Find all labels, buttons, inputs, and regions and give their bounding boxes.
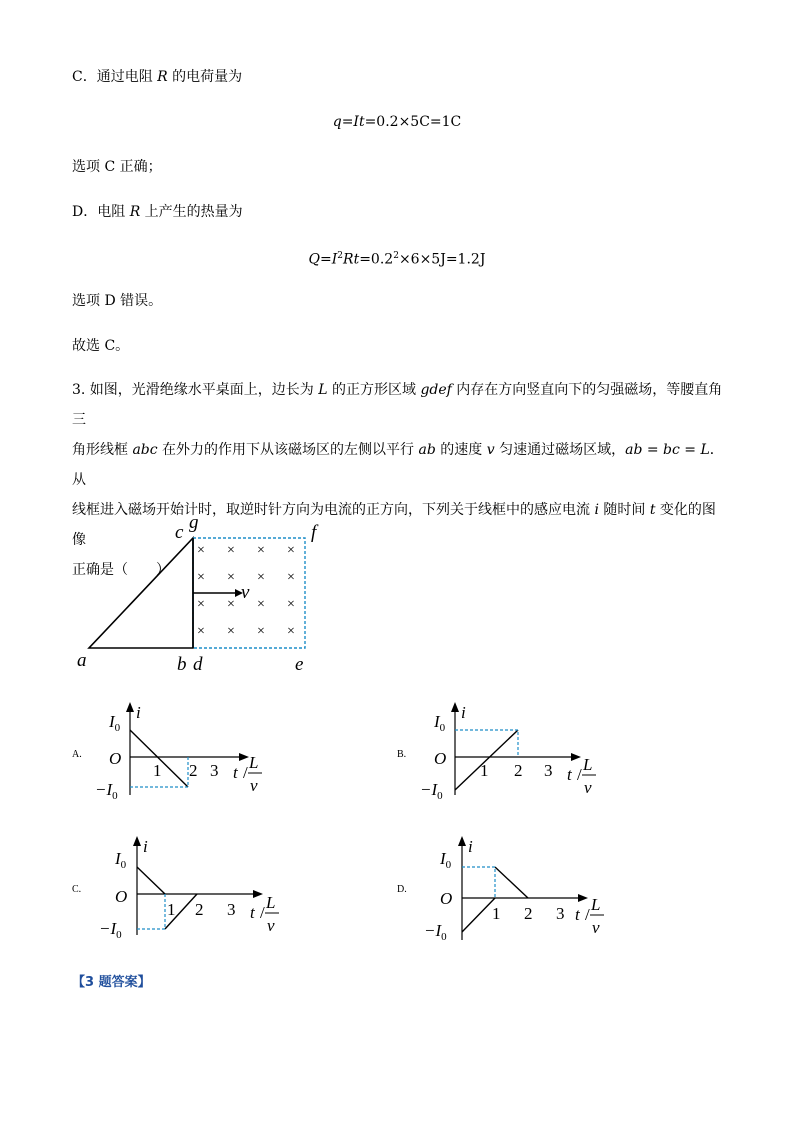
svg-text:−I0: $-I_0$ (95, 780, 118, 802)
svg-text:L: L (266, 893, 276, 912)
option-d-verdict: 选项 D 错误。 (72, 293, 163, 309)
svg-text:i: i (143, 837, 148, 856)
option-d-graph[interactable] (420, 832, 620, 944)
svg-text:L: L (249, 753, 259, 772)
svg-text:×: × (197, 597, 205, 612)
svg-text:t: t (575, 905, 580, 924)
svg-text:t: t (233, 763, 238, 782)
svg-text:t: t (567, 765, 572, 784)
svg-text:×: × (197, 570, 205, 585)
svg-text:I0: $I_0$ (440, 849, 452, 871)
label-v: v (241, 582, 250, 603)
label-g: g (189, 512, 199, 533)
option-a-graph[interactable] (95, 700, 285, 800)
svg-text:I0: $I_0$ (434, 712, 446, 734)
svg-text:1: 1 (153, 761, 162, 780)
svg-text:×: × (257, 597, 265, 612)
svg-text:O: O (115, 887, 128, 906)
option-d-explanation: D．电阻 R 上产生的热量为 (72, 204, 243, 220)
option-c-label[interactable]: C. (72, 884, 82, 895)
svg-text:O: O (109, 749, 122, 768)
svg-text:I0: $I_0$ (115, 849, 127, 871)
svg-text:×: × (257, 624, 265, 639)
svg-text:×: × (287, 543, 295, 558)
svg-text:v: v (592, 918, 600, 937)
formula-charge: q=It=0.2×5C=1C (332, 114, 462, 130)
svg-text:−I0: $-I_0$ (420, 780, 443, 802)
svg-text:−I0: $-I_0$ (99, 919, 122, 941)
answer-header: 【3 题答案】 (72, 975, 151, 990)
label-e: e (295, 654, 304, 675)
svg-text:L: L (591, 895, 601, 914)
label-f: f (311, 522, 317, 543)
svg-text:×: × (227, 570, 235, 585)
option-b-label[interactable]: B. (397, 749, 407, 760)
svg-text:I0: $I_0$ (109, 712, 121, 734)
svg-text:L: L (583, 755, 593, 774)
option-d-label[interactable]: D. (397, 884, 407, 895)
triangle-frame (89, 538, 193, 648)
svg-text:/: / (243, 763, 248, 782)
option-c-graph[interactable] (95, 832, 295, 940)
svg-text:2: 2 (514, 761, 523, 780)
svg-text:×: × (197, 543, 205, 558)
label-a: a (77, 650, 87, 671)
option-c-explanation: C．通过电阻 R 的电荷量为 (72, 69, 243, 85)
svg-text:2: 2 (524, 904, 533, 923)
question-3-text: 3. 如图，光滑绝缘水平桌面上，边长为 L 的正方形区域 gdef 内存在方向竖直向下的匀强磁场，等腰直角三 角形线框 abc 在外力的作用下从该磁场区的左侧以平行 ab 的速度 v 匀速通过磁场区域，ab = bc = L．从 线框进入磁场开始计时，取逆时针方向为电流的正方向，下列关于线框中的感应电流 i 随时间 t 变化的图像 正确是（ ） (72, 382, 724, 578)
option-a-label[interactable]: A. (72, 749, 82, 760)
svg-text:×: × (227, 543, 235, 558)
final-answer: 故选 C。 (72, 338, 130, 354)
svg-text:3: 3 (556, 904, 565, 923)
svg-text:O: O (440, 889, 453, 908)
label-d: d (193, 654, 203, 675)
label-c: c (175, 522, 184, 543)
svg-text:i: i (136, 703, 141, 722)
svg-text:/: / (577, 765, 582, 784)
option-c-verdict: 选项 C 正确； (72, 159, 162, 175)
label-b: b (177, 654, 187, 675)
svg-text:3: 3 (544, 761, 553, 780)
svg-text:×: × (287, 624, 295, 639)
svg-text:−I0: $-I_0$ (424, 921, 447, 943)
svg-text:3: 3 (210, 761, 219, 780)
svg-text:/: / (260, 903, 265, 922)
svg-text:×: × (227, 597, 235, 612)
svg-text:×: × (227, 624, 235, 639)
svg-text:i: i (461, 703, 466, 722)
option-b-graph[interactable] (420, 700, 610, 800)
svg-text:v: v (250, 776, 258, 795)
svg-text:×: × (257, 543, 265, 558)
svg-text:O: O (434, 749, 447, 768)
svg-text:1: 1 (480, 761, 489, 780)
svg-text:×: × (287, 597, 295, 612)
svg-text:2: 2 (195, 900, 204, 919)
svg-text:t: t (250, 903, 255, 922)
magnetic-field-figure (75, 510, 335, 680)
svg-text:×: × (287, 570, 295, 585)
svg-text:×: × (257, 570, 265, 585)
svg-text:i: i (468, 837, 473, 856)
svg-text:×: × (197, 624, 205, 639)
svg-text:2: 2 (189, 761, 198, 780)
svg-text:3: 3 (227, 900, 236, 919)
svg-text:/: / (585, 905, 590, 924)
svg-text:v: v (267, 916, 275, 935)
svg-text:1: 1 (492, 904, 501, 923)
svg-text:v: v (584, 778, 592, 797)
svg-text:1: 1 (167, 900, 176, 919)
formula-heat: $Q=I^2Rt=0.2^2\times 6\times 5J=1.2J$ (308, 251, 486, 268)
